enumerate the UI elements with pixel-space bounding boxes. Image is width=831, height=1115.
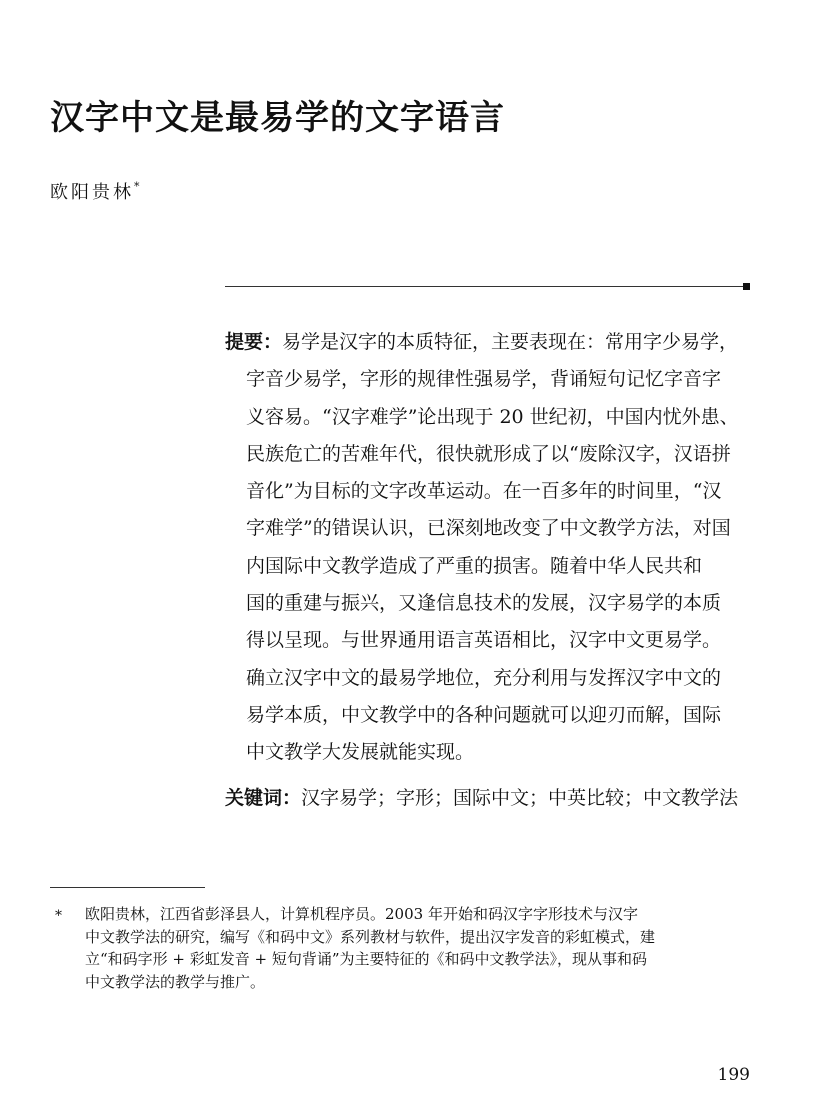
abstract-line: 内国际中文教学造成了严重的损害。随着中华人民共和 — [246, 554, 703, 577]
footnote-divider — [50, 887, 205, 888]
abstract-label: 提要： — [225, 331, 283, 353]
abstract-line: 民族危亡的苦难年代，很快就形成了以“废除汉字，汉语拼 — [246, 442, 731, 465]
page-number: 199 — [717, 1065, 750, 1085]
footnote-body — [85, 903, 750, 993]
author-line — [50, 174, 140, 206]
abstract-line: 字音少易学，字形的规律性强易学，背诵短句记忆字音字 — [246, 368, 722, 391]
footnote-line: 立“和码字形 + 彩虹发音 + 短句背诵”为主要特征的《和码中文教学法》，现从事和码 — [85, 950, 648, 968]
keywords — [225, 780, 750, 817]
author-name: 欧阳贵林 — [50, 182, 134, 203]
footnote-line: 中文教学法的教学与推广。 — [85, 972, 266, 991]
abstract-line: 提要：易学是汉字的本质特征，主要表现在：常用字少易学， — [225, 331, 739, 353]
abstract-line: 字难学”的错误认识，已深刻地改变了中文教学方法，对国 — [246, 517, 731, 540]
abstract — [225, 324, 750, 772]
footnote-line: 中文教学法的研究，编写《和码中文》系列教材与软件，提出汉字发音的彩虹模式，建 — [85, 927, 656, 946]
section-divider — [225, 286, 745, 287]
abstract-line: 国的重建与振兴，又逢信息技术的发展，汉字易学的本质 — [246, 592, 722, 615]
abstract-line: 义容易。“汉字难学”论出现于 20 世纪初，中国内忧外患、 — [246, 405, 739, 428]
keywords-label: 关键词： — [225, 787, 302, 809]
abstract-line: 确立汉字中文的最易学地位，充分利用与发挥汉字中文的 — [246, 666, 722, 689]
abstract-line: 中文教学大发展就能实现。 — [246, 741, 475, 764]
divider-end-square — [743, 283, 750, 290]
footnote-mark: * — [55, 908, 62, 924]
article-title: 汉字中文是最易学的文字语言 — [50, 98, 505, 138]
footnote — [50, 903, 750, 993]
keywords-text: 汉字易学；字形；国际中文；中英比较；中文教学法 — [301, 787, 739, 809]
abstract-line: 易学本质，中文教学中的各种问题就可以迎刃而解，国际 — [246, 703, 722, 726]
abstract-line: 得以呈现。与世界通用语言英语相比，汉字中文更易学。 — [246, 629, 722, 652]
abstract-line: 音化”为目标的文字改革运动。在一百多年的时间里，“汉 — [246, 480, 722, 503]
footnote-line: 欧阳贵林，江西省彭泽县人，计算机程序员。2003 年开始和码汉字字形技术与汉字 — [85, 905, 638, 923]
author-footnote-mark: * — [134, 180, 140, 193]
